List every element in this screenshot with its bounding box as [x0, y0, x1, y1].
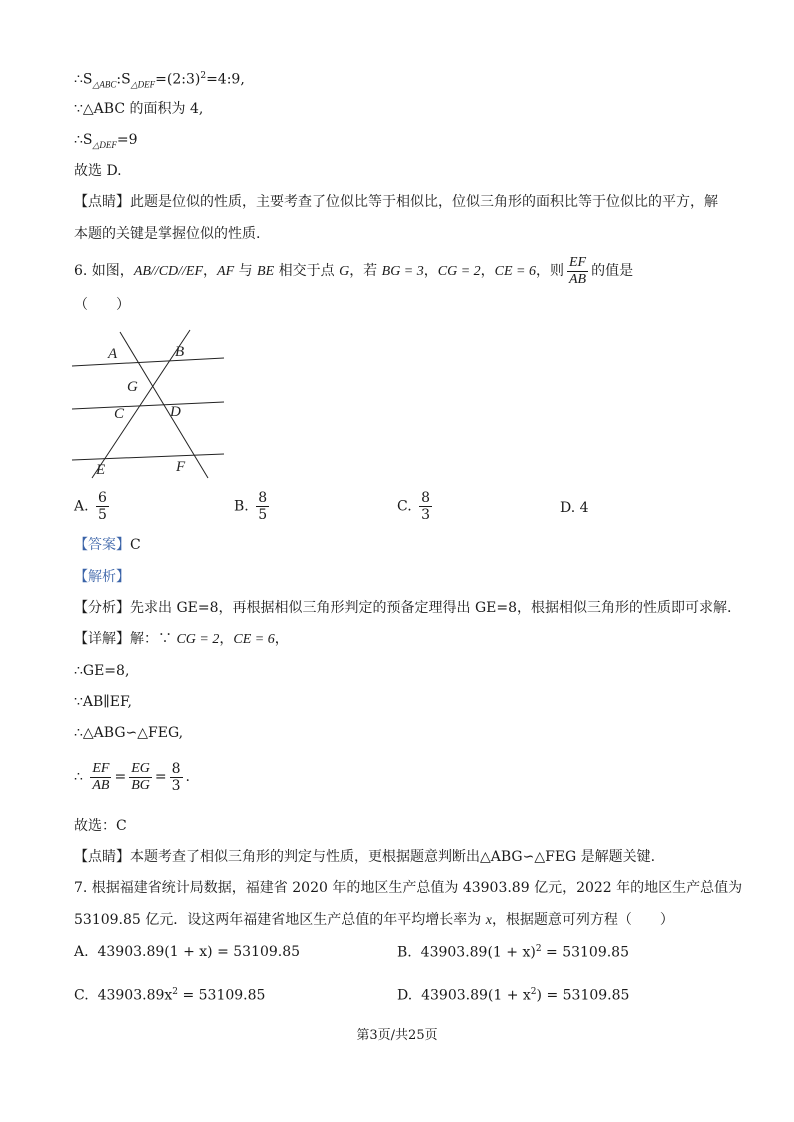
fraction-den: BG	[131, 777, 150, 793]
q7-option-d[interactable]	[397, 987, 629, 1004]
text: ，	[423, 263, 438, 279]
fraction-num: EF	[569, 254, 587, 270]
fraction-den: AB	[569, 271, 587, 287]
fraction-num: 8	[171, 760, 181, 777]
text: 亿元．设这两年福建省地区生产总值的年平均增长率为	[140, 912, 486, 928]
text: 6. 如图，	[74, 263, 134, 279]
text: CG = 2	[437, 264, 481, 279]
text: 43903.89	[462, 880, 530, 896]
text: =	[114, 769, 127, 785]
q6-analysis-tag: 【解析】	[74, 569, 130, 585]
text: △ABC	[92, 79, 117, 90]
label-b: B	[175, 344, 185, 360]
label-f: F	[176, 459, 186, 475]
text: ，若	[349, 263, 382, 279]
option-letter: C.	[74, 987, 89, 1004]
comment-tag: 【点睛】	[74, 849, 130, 865]
q7-stem-line-2	[74, 910, 674, 931]
q6-choose: 故选：C	[74, 818, 127, 834]
option-letter: C.	[397, 498, 412, 515]
line-ef	[72, 454, 224, 460]
q6-option-a[interactable]	[74, 490, 112, 523]
fraction-num: EG	[131, 760, 150, 776]
text: = 53109.85	[178, 987, 266, 1004]
fraction	[567, 255, 588, 288]
text: 年的地区生产总值为	[327, 880, 463, 896]
text: 相交于点	[274, 263, 340, 279]
text: 年的地区生产总值为	[611, 880, 743, 896]
q7-option-b[interactable]	[397, 944, 629, 961]
text: ，	[274, 631, 289, 647]
fraction-den: 3	[171, 777, 181, 794]
text: ) = 53109.85	[536, 987, 630, 1004]
fraction-num: 8	[258, 490, 268, 506]
text: :S	[116, 71, 131, 88]
text: 43903.89(1 + x	[421, 987, 531, 1004]
option-value: 4	[579, 500, 589, 516]
text: △DEF	[130, 79, 156, 90]
option-letter: B.	[397, 944, 412, 961]
solution-line-choose: 故选 D.	[74, 163, 122, 179]
q6-step-4	[74, 760, 190, 794]
page-footer: 第3页/共25页	[356, 1028, 438, 1043]
comment-line-1	[74, 192, 718, 212]
text: BE	[257, 264, 275, 279]
q6-step-3: ∴△ABG∽△FEG,	[74, 725, 184, 741]
comment-line-2: 本题的关键是掌握位似的性质.	[74, 226, 261, 242]
text: ∴	[74, 769, 83, 785]
q6-step-1: ∴GE=8,	[74, 663, 130, 679]
q6-figure	[68, 328, 230, 480]
text: 2	[172, 987, 179, 997]
fraction	[90, 761, 111, 794]
text: 53109.85	[74, 912, 141, 928]
option-letter: B.	[234, 498, 249, 515]
option-letter: D.	[560, 500, 576, 516]
text: 7. 根据福建省统计局数据，福建省	[74, 880, 293, 896]
fraction	[129, 761, 152, 794]
answer-value: C	[130, 537, 141, 553]
q6-stem	[74, 254, 633, 289]
q6-step-2: ∵AB∥EF,	[74, 694, 132, 710]
text: ，	[480, 263, 495, 279]
text: ∴S	[74, 71, 93, 88]
option-text: 43903.89(1 + x) = 53109.85	[97, 944, 301, 960]
q6-comment	[74, 847, 655, 867]
text: 43903.89(1 + x)	[420, 944, 536, 961]
text: 亿元，	[529, 880, 577, 896]
option-letter: A.	[74, 944, 89, 960]
line-cd	[72, 402, 224, 409]
text: 本题考查了相似三角形的判定与性质，更根据题意判断出△ABG∽△FEG 是解题关键.	[130, 849, 656, 865]
option-letter: D.	[397, 987, 413, 1004]
q7-option-a[interactable]	[74, 944, 300, 960]
text: =	[154, 769, 167, 785]
solution-line-ratio	[74, 66, 245, 94]
text: 43903.89x	[97, 987, 173, 1004]
comment-tag: 【点睛】	[74, 194, 130, 210]
text: 2	[530, 987, 537, 997]
option-fraction	[96, 490, 109, 523]
text: 的值是	[591, 263, 634, 279]
text: 2	[200, 71, 207, 81]
text: =9	[116, 132, 138, 148]
label-g: G	[127, 379, 138, 395]
q6-option-b[interactable]	[234, 490, 272, 523]
text: .	[185, 769, 190, 785]
text: 2020	[292, 880, 328, 896]
text: BG = 3	[381, 264, 424, 279]
text: =(2:3)	[155, 71, 201, 88]
solution-line-result	[74, 130, 138, 155]
label-d: D	[170, 404, 181, 420]
q6-fenxi	[74, 598, 731, 618]
text: 与	[234, 263, 258, 279]
q6-paren: （ ）	[74, 297, 130, 313]
text: CE = 6	[233, 632, 275, 647]
text: = 53109.85	[541, 944, 629, 961]
q6-option-c[interactable]	[397, 490, 435, 523]
answer-tag: 【答案】	[74, 537, 130, 553]
fraction-num: 8	[421, 490, 431, 506]
fraction-den: 5	[258, 507, 268, 523]
text: ，	[219, 631, 234, 647]
q6-detail	[74, 629, 289, 650]
q7-option-c[interactable]	[74, 987, 265, 1004]
text: 解：∵	[130, 631, 177, 647]
fenxi-tag: 【分析】	[74, 600, 130, 616]
solution-line-area: ∵△ABC 的面积为 4,	[74, 101, 204, 117]
text: ，则	[536, 263, 564, 279]
text: G	[339, 264, 350, 279]
q6-answer	[74, 535, 141, 555]
text: 2022	[576, 880, 612, 896]
q7-stem-line-1	[74, 878, 742, 898]
option-fraction	[256, 490, 269, 523]
text: 先求出 GE=8，再根据相似三角形判定的预备定理得出 GE=8，根据相似三角形的性质即可求解.	[130, 600, 732, 616]
q6-option-d[interactable]	[560, 500, 589, 516]
text: 2	[535, 944, 542, 954]
detail-tag: 【详解】	[74, 631, 130, 647]
fraction	[170, 761, 183, 794]
text: 此题是位似的性质，主要考查了位似比等于相似比，位似三角形的面积比等于位似比的平方，解	[130, 194, 718, 210]
fraction-num: 6	[98, 490, 107, 506]
text: △DEF	[92, 139, 117, 150]
text: AB//CD//EF	[133, 264, 204, 279]
text: CG = 2	[176, 632, 220, 647]
fraction-den: AB	[92, 777, 110, 793]
label-c: C	[114, 406, 125, 422]
option-fraction	[419, 490, 432, 523]
line-ab	[72, 358, 224, 366]
label-e: E	[96, 462, 106, 478]
text: x	[485, 913, 492, 928]
text: ∴S	[74, 132, 93, 148]
text: =4:9,	[206, 71, 245, 88]
text: CE = 6	[494, 264, 536, 279]
text: AF	[217, 264, 235, 279]
fraction-den: 3	[421, 507, 431, 523]
fraction-num: EF	[92, 760, 110, 776]
text: ，根据题意可列方程（ ）	[491, 912, 674, 928]
option-letter: A.	[74, 498, 89, 515]
text: ，	[203, 263, 218, 279]
label-a: A	[108, 346, 118, 362]
fraction-den: 5	[98, 507, 107, 523]
